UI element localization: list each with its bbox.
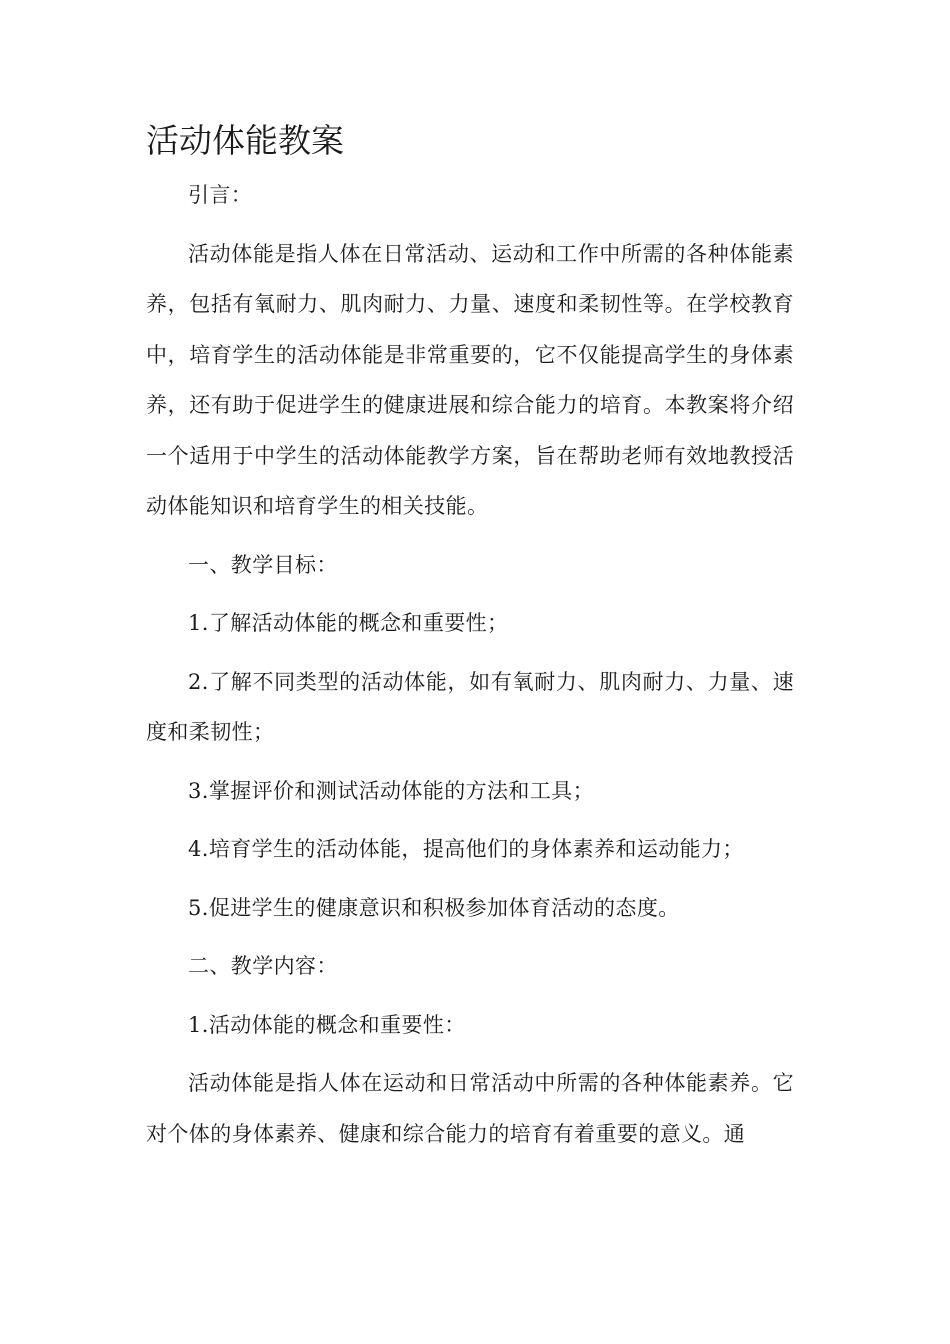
paragraph-intro-body: 活动体能是指人体在日常活动、运动和工作中所需的各种体能素养，包括有氧耐力、肌肉耐力、力量、速度和柔韧性等。在学校教育中，培育学生的活动体能是非常重要的，它不仅能提高学生的身体素养，还有助于促进学生的健康进展和综合能力的培育。本教案将介绍一个适用于中学生的活动体能教学方案，旨在帮助老师有效地教授活动体能知识和培育学生的相关技能。: [146, 241, 794, 518]
subsection-heading-concept: 1.活动体能的概念和重要性：: [188, 1012, 466, 1037]
paragraph-concept-body: 活动体能是指人体在运动和日常活动中所需的各种体能素养。它对个体的身体素养、健康和综合能力的培育有着重要的意义。通: [146, 1071, 794, 1146]
list-item-objective-1: 1.了解活动体能的概念和重要性；: [188, 611, 509, 635]
section-heading-content: 二、教学内容：: [188, 954, 338, 978]
list-item-objective-3: 3.掌握评价和测试活动体能的方法和工具；: [188, 778, 595, 803]
list-item-objective-2: 2.了解不同类型的活动体能，如有氧耐力、肌肉耐力、力量、速度和柔韧性；: [146, 669, 794, 744]
document-page: [146, 112, 794, 1167]
section-heading-objectives: 一、教学目标：: [188, 552, 338, 577]
list-item-objective-4: 4.培育学生的活动体能，提高他们的身体素养和运动能力；: [188, 837, 744, 861]
document-title: 活动体能教案: [146, 121, 344, 160]
paragraph-intro-label: 引言：: [188, 183, 253, 207]
list-item-objective-5: 5.促进学生的健康意识和积极参加体育活动的态度。: [188, 895, 680, 920]
